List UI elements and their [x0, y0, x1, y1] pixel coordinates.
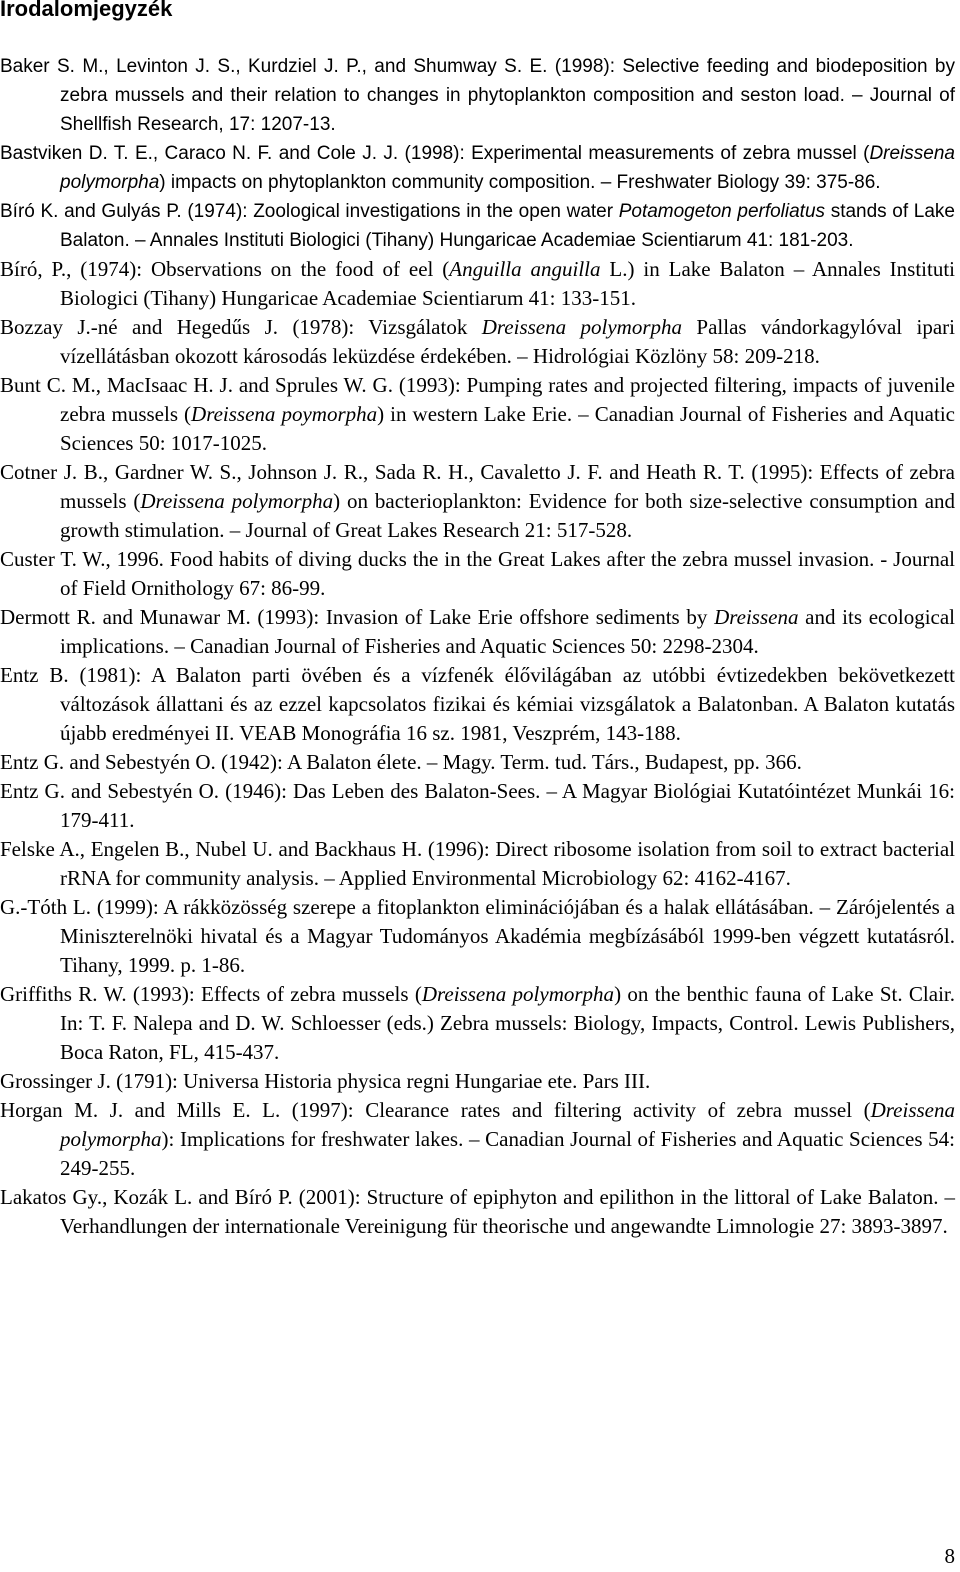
reference-text: ): Implications for freshwater lakes. – Canadian Journal of Fisheries and Aquatic Sciences 54: 249-255. [60, 1127, 955, 1180]
reference-entry [0, 1067, 955, 1096]
reference-text: ) on the benthic fauna of Lake St. Clair. In: T. F. Nalepa and D. W. Schloesser (eds.) Zebra mussels: Biology, Impacts, Control. Lewis Publishers, Boca Raton, FL, 415-437. [60, 982, 956, 1064]
species-name: Potamogeton perfoliatus [618, 201, 826, 222]
reference-text: ) on bacterioplankton: Evidence for both size-selective consumption and growth stimulation. – Journal of Great Lakes Research 21: 517-528. [60, 489, 956, 542]
reference-entry [0, 1183, 955, 1241]
reference-entry [0, 777, 955, 835]
reference-entry [0, 197, 955, 255]
reference-text: Custer T. W., 1996. Food habits of diving ducks the in the Great Lakes after the zebra mussel invasion. - Journal of Field Ornithology 67: 86-99. [0, 547, 955, 600]
species-name: Dreissena [714, 605, 799, 629]
reference-text: Baker S. M., Levinton J. S., Kurdziel J. P., and Shumway S. E. (1998): Selective feeding and biodeposition by zebra mussels and their relation to changes in phytoplankton composition and seston load. – Journal of Shellfish Research, 17: 1207-13. [0, 56, 955, 135]
reference-text: Lakatos Gy., Kozák L. and Bíró P. (2001): Structure of epiphyton and epilithon in the littoral of Lake Balaton. – Verhandlungen der internationale Vereinigung für theorische und angewandte Limnologie 27: 3893-3897. [0, 1185, 955, 1238]
reference-entry [0, 1096, 955, 1183]
reference-text: Grossinger J. (1791): Universa Historia physica regni Hungariae ete. Pars III. [0, 1069, 651, 1093]
bibliography-heading: Irodalomjegyzék [0, 0, 173, 21]
reference-text: Bunt C. M., MacIsaac H. J. and Sprules W. G. (1993): Pumping rates and projected filtering, impacts of juvenile zebra mussels ( [0, 373, 955, 426]
reference-text: Bíró K. and Gulyás P. (1974): Zoological investigations in the open water [0, 201, 619, 222]
reference-entry [0, 255, 955, 313]
reference-text: Entz G. and Sebestyén O. (1942): A Balaton élete. – Magy. Term. tud. Társ., Budapest, pp. 366. [0, 750, 802, 774]
reference-entry [0, 835, 955, 893]
reference-entry [0, 545, 955, 603]
reference-text: ) impacts on phytoplankton community composition. – Freshwater Biology 39: 375-86. [159, 172, 881, 193]
reference-text: Pallas vándorkagylóval ipari vízellátásban okozott károsodás leküzdése érdekében. – Hidrológiai Közlöny 58: 209-218. [60, 315, 955, 368]
reference-entry [0, 893, 955, 980]
reference-entry [0, 980, 955, 1067]
species-name: Dreissena poymorpha [191, 402, 378, 426]
reference-text: Bozzay J.-né and Hegedűs J. (1978): Vizsgálatok [0, 315, 482, 339]
reference-text: L.) in Lake Balaton – Annales Instituti Biologici (Tihany) Hungaricae Academiae Scientiarum 41: 133-151. [60, 257, 955, 310]
reference-text: Bíró, P., (1974): Observations on the food of eel ( [0, 257, 450, 281]
species-name: Anguilla anguilla [449, 257, 601, 281]
reference-text: Cotner J. B., Gardner W. S., Johnson J. R., Sada R. H., Cavaletto J. F. and Heath R. T. (1995): Effects of zebra mussels ( [0, 460, 955, 513]
reference-entry [0, 603, 955, 661]
reference-entry [0, 313, 955, 371]
reference-text: G.-Tóth L. (1999): A rákközösség szerepe a fitoplankton eliminációjában és a halak ellátásában. – Zárójelentés a Miniszterelnöki hivatal és a Magyar Tudományos Akadémia megbízásából 1999-ben végzett kutatásról. Tihany, 1999. p. 1-86. [0, 895, 955, 977]
species-name: Dreissena polymorpha [421, 982, 615, 1006]
reference-text: Dermott R. and Munawar M. (1993): Invasion of Lake Erie offshore sediments by [0, 605, 715, 629]
species-name: Dreissena polymorpha [60, 1098, 955, 1151]
species-name: Dreissena polymorpha [60, 143, 955, 193]
reference-text: Griffiths R. W. (1993): Effects of zebra mussels ( [0, 982, 422, 1006]
reference-list [0, 52, 955, 1241]
reference-text: and its ecological implications. – Canadian Journal of Fisheries and Aquatic Sciences 50: 2298-2304. [60, 605, 956, 658]
reference-text: stands of Lake Balaton. – Annales Instituti Biologici (Tihany) Hungaricae Academiae Scientiarum 41: 181-203. [60, 201, 955, 251]
species-name: Dreissena polymorpha [140, 489, 334, 513]
reference-text: ) in western Lake Erie. – Canadian Journal of Fisheries and Aquatic Sciences 50: 1017-1025. [60, 402, 955, 455]
reference-text: Entz G. and Sebestyén O. (1946): Das Leben des Balaton-Sees. – A Magyar Biológiai Kutatóintézet Munkái 16: 179-411. [0, 779, 955, 832]
reference-entry [0, 139, 955, 197]
species-name: Dreissena polymorpha [481, 315, 683, 339]
page-number: 8 [944, 1544, 955, 1568]
reference-text: Entz B. (1981): A Balaton parti övében és a vízfenék élővilágában az utóbbi évtizedekben bekövetkezett változások állattani és az ezzel kapcsolatos fizikai és kémiai vizsgálatok a Balatonban. A Balaton kutatás újabb eredményei II. VEAB Monográfia 16 sz. 1981, Veszprém, 143-188. [0, 663, 955, 745]
reference-entry [0, 748, 955, 777]
reference-entry [0, 458, 955, 545]
reference-entry [0, 661, 955, 748]
reference-text: Bastviken D. T. E., Caraco N. F. and Cole J. J. (1998): Experimental measurements of zebra mussel ( [0, 143, 870, 164]
reference-entry [0, 371, 955, 458]
reference-text: Felske A., Engelen B., Nubel U. and Backhaus H. (1996): Direct ribosome isolation from soil to extract bacterial rRNA for community analysis. – Applied Environmental Microbiology 62: 4162-4167. [0, 837, 955, 890]
reference-entry [0, 52, 955, 139]
reference-text: Horgan M. J. and Mills E. L. (1997): Clearance rates and filtering activity of zebra mussel ( [0, 1098, 871, 1122]
